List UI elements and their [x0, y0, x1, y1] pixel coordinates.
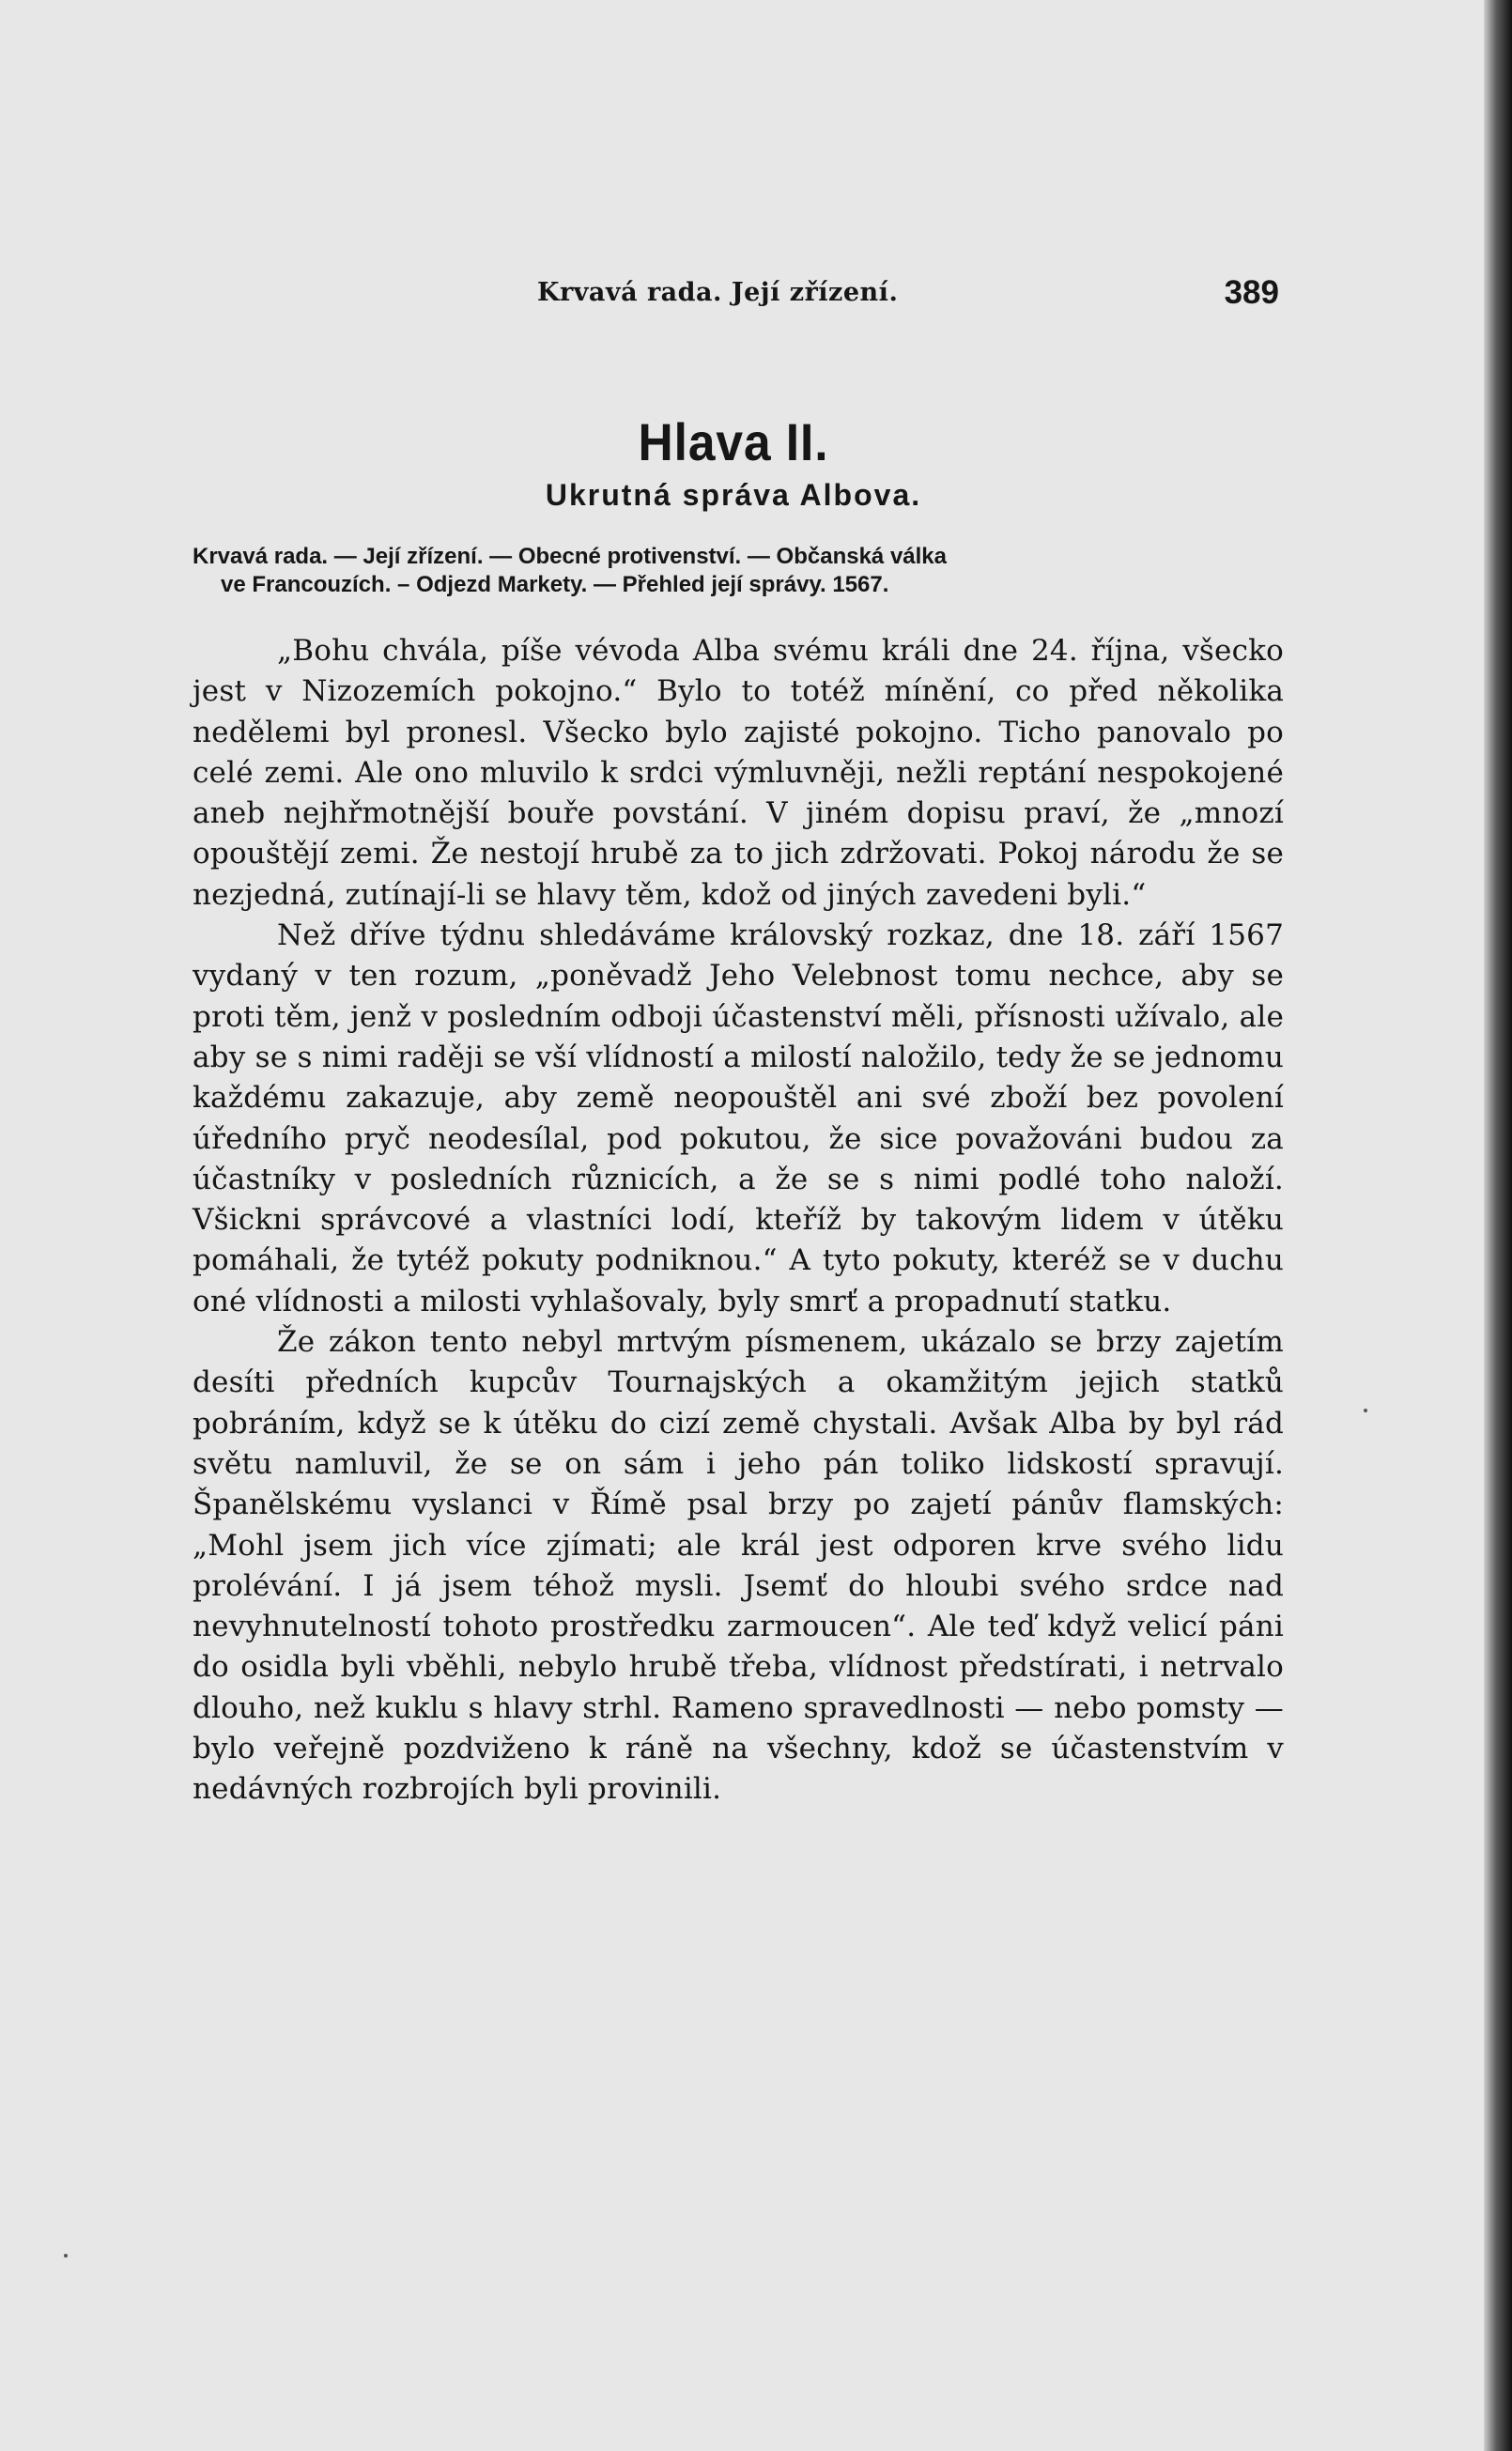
- scan-speck: [64, 2254, 68, 2258]
- page-number: 389: [1224, 274, 1279, 311]
- chapter-subtitle: Ukrutná správa Albova.: [545, 478, 922, 512]
- paragraph: Než dříve týdnu shledáváme královský rozkaz, dne 18. září 1567 vydaný v ten rozum, „poněvadž Jeho Velebnost tomu nechce, aby se proti těm, jenž v posledním odboji účastenství měli, přísnosti užívalo, ale aby se s nimi raději se vší vlídností a milostí naložilo, tedy že se jednomu každému zakazuje, aby země neopouštěl ani své zboží bez povolení úředního pryč neodesílal, pod pokutou, že sice považováni budou za účastníky v posledních různicích, a že se s nimi podlé toho naloží. Všickni správcové a vlastníci lodí, kteříž by takovým lidem v útěku pomáhali, že tytéž pokuty podniknou.“ A tyto pokuty, kteréž se v duchu oné vlídnosti a milosti vyhlašovaly, byly smrť a propadnutí statku.: [193, 918, 1284, 1318]
- scan-speck: [1364, 1409, 1367, 1412]
- synopsis-line: ve Francouzích. – Odjezd Markety. — Přehled její správy. 1567.: [221, 572, 889, 597]
- running-header: [537, 274, 1279, 316]
- body-text: [193, 631, 1284, 1811]
- chapter-title: Hlava II.: [638, 412, 829, 471]
- paragraph: Že zákon tento nebyl mrtvým písmenem, ukázalo se brzy zajetím desíti předních kupcův Tournajských a okamžitým jejich statků pobráním, když se k útěku do cizí země chystali. Avšak Alba by byl rád světu namluvil, že se on sám i jeho pán toliko lidskostí spravují. Španělskému vyslanci v Římě psal brzy po zajetí pánův flamských: „Mohl jsem jich více zjímati; ale král jest odporen krve svého lidu prolévání. I já jsem téhož mysli. Jsemť do hloubi svého srdce nad nevyhnutelností tohoto prostředku zarmoucen“. Ale teď když velicí páni do osidla byli vběhli, nebylo hrubě třeba, vlídnost předstírati, i netrvalo dlouho, než kuklu s hlavy strhl. Rameno spravedlnosti — nebo pomsty — bylo veřejně pozdviženo k ráně na všechny, kdož se účastenstvím v nedávných rozbrojích byli provinili.: [193, 1325, 1284, 1807]
- paragraph: „Bohu chvála, píše vévoda Alba svému králi dne 24. října, všecko jest v Nizozemích pokojno.“ Bylo to totéž mínění, co před několika nedělemi byl pronesl. Všecko bylo zajisté pokojno. Ticho panovalo po celé zemi. Ale ono mluvilo k srdci výmluvněji, nežli reptání nespokojené aneb nejhřmotnější bouře povstání. V jiném dopisu praví, že „mnozí opouštějí zemi. Že nestojí hrubě za to jich zdržovati. Pokoj národu že se nezjedná, zutínají-li se hlavy těm, kdož od jiných zavedeni byli.“: [193, 634, 1284, 912]
- synopsis-line: Krvavá rada. — Její zřízení. — Obecné protivenství. — Občanská válka: [193, 544, 948, 569]
- running-title: Krvavá rada. Její zřízení.: [537, 278, 899, 307]
- chapter-heading: [188, 411, 1279, 513]
- chapter-synopsis: [193, 543, 1282, 599]
- page-edge-shadow: [1484, 0, 1512, 2451]
